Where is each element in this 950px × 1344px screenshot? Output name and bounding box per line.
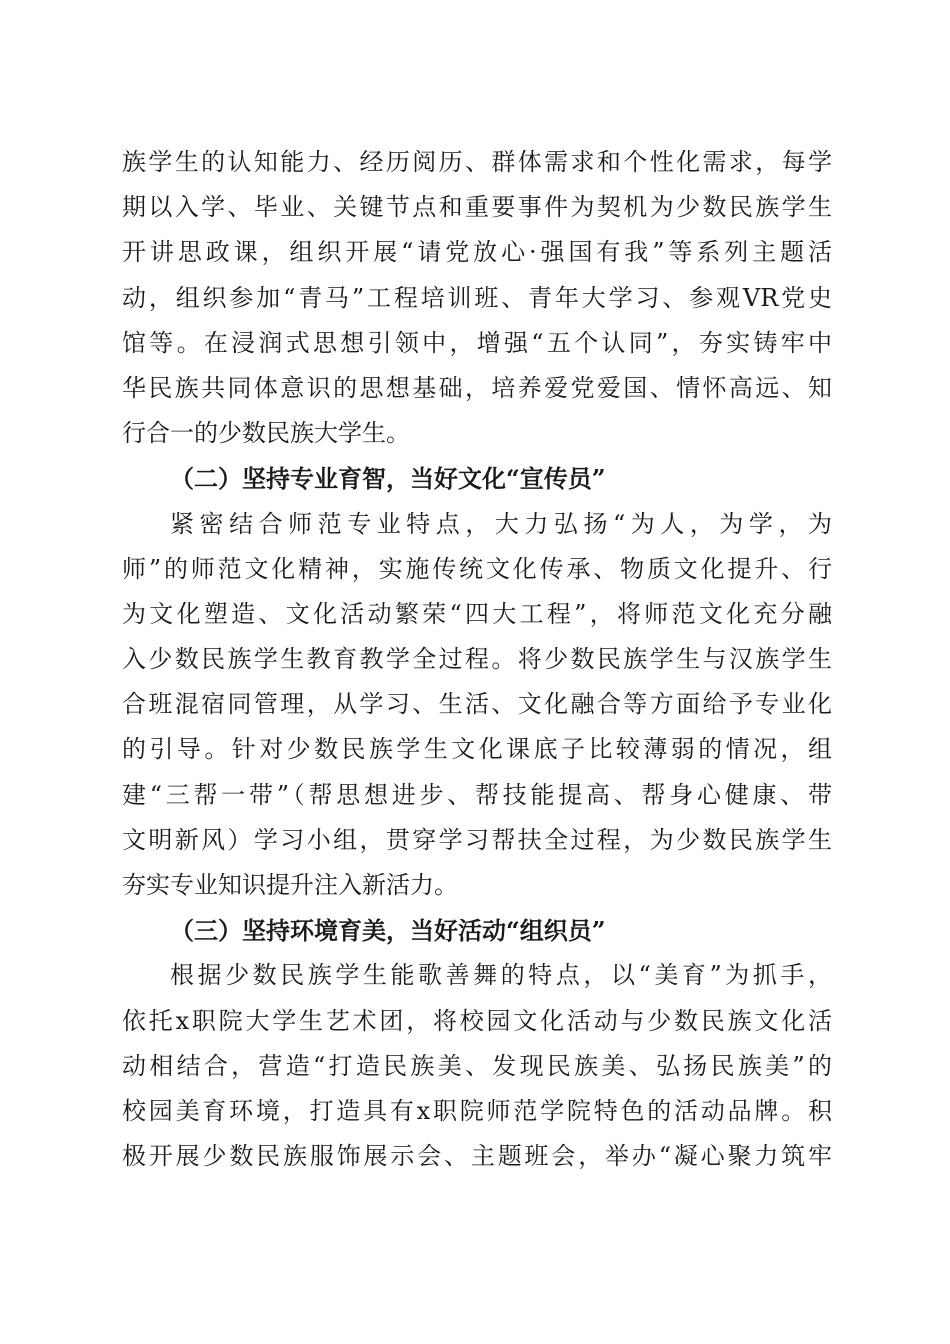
text-line: 极开展少数民族服饰展示会、主题班会，举办“凝心聚力筑牢 bbox=[122, 1142, 832, 1171]
text-line: 文明新风）学习小组，贯穿学习帮扶全过程，为少数民族学生 bbox=[122, 825, 832, 854]
section-heading-2: （二）坚持专业育智，当好文化“宣传员” bbox=[170, 464, 606, 494]
text-line: 馆等。在浸润式思想引领中，增强“五个认同”，夯实铸牢中 bbox=[122, 328, 832, 357]
section-heading-3: （三）坚持环境育美，当好活动“组织员” bbox=[170, 916, 606, 946]
text-line: 夯实专业知识提升注入新活力。 bbox=[122, 871, 458, 899]
text-line: 根据少数民族学生能歌善舞的特点，以“美育”为抓手， bbox=[170, 961, 832, 990]
text-line: 开讲思政课，组织开展“请党放心·强国有我”等系列主题活 bbox=[122, 238, 832, 267]
text-line: 期以入学、毕业、关键节点和重要事件为契机为少数民族学生 bbox=[122, 193, 832, 222]
body-text bbox=[122, 140, 832, 1179]
text-line: 师”的师范文化精神，实施传统文化传承、物质文化提升、行 bbox=[122, 554, 832, 583]
text-line: 建“三帮一带”（帮思想进步、帮技能提高、帮身心健康、带 bbox=[122, 780, 832, 809]
text-line: 依托x职院大学生艺术团，将校园文化活动与少数民族文化活 bbox=[122, 1006, 832, 1035]
text-line: 合班混宿同管理，从学习、生活、文化融合等方面给予专业化 bbox=[122, 690, 832, 719]
text-line: 族学生的认知能力、经历阅历、群体需求和个性化需求，每学 bbox=[122, 148, 832, 176]
text-line: 为文化塑造、文化活动繁荣“四大工程”，将师范文化充分融 bbox=[122, 599, 832, 628]
text-line: 动，组织参加“青马”工程培训班、青年大学习、参观VR党史 bbox=[122, 283, 832, 312]
text-line: 行合一的少数民族大学生。 bbox=[122, 419, 410, 448]
text-line: 华民族共同体意识的思想基础，培养爱党爱国、情怀高远、知 bbox=[122, 373, 832, 402]
text-line: 紧密结合师范专业特点，大力弘扬“为人，为学，为 bbox=[170, 509, 832, 538]
text-line: 校园美育环境，打造具有x职院师范学院特色的活动品牌。积 bbox=[122, 1096, 832, 1125]
text-line: 入少数民族学生教育教学全过程。将少数民族学生与汉族学生 bbox=[122, 645, 832, 674]
text-line: 动相结合，营造“打造民族美、发现民族美、弘扬民族美”的 bbox=[122, 1051, 832, 1080]
text-line: 的引导。针对少数民族学生文化课底子比较薄弱的情况，组 bbox=[122, 735, 832, 764]
